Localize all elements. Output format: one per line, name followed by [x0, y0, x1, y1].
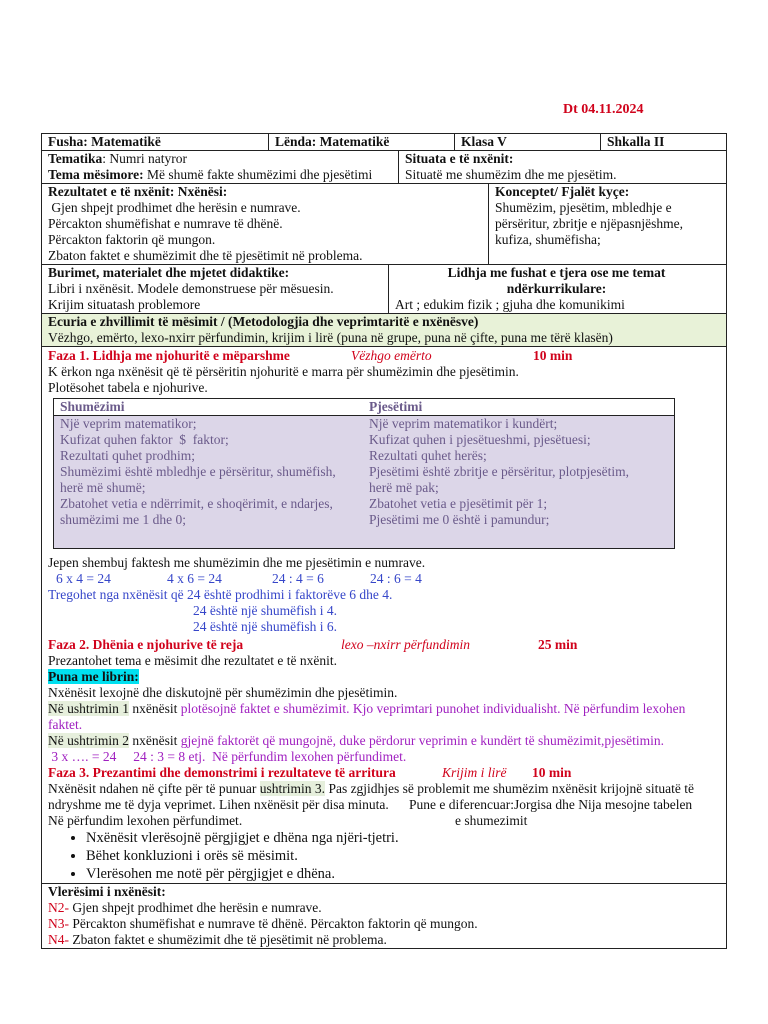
- lidhja-cell: [388, 265, 724, 313]
- burimet-line: Krijim situatash problemore: [48, 297, 201, 312]
- header-row: [42, 134, 726, 151]
- vleresimi-item: [48, 916, 718, 932]
- ushtrimi2-text: gjejnë faktorët që mungojnë, duke përdorur veprimin e kundërt të shumëzimit,pjesëtimin.: [180, 733, 664, 748]
- vleresimi-cell: [42, 884, 724, 948]
- faza3-text: Nxënësit ndahen në çifte për të punuar: [48, 781, 260, 796]
- shkalla-cell: Shkalla II: [600, 134, 724, 150]
- situata-label: Situata e të nxënit:: [405, 151, 514, 166]
- lenda-cell: Lënda: Matematikë: [268, 134, 454, 150]
- examples-intro: Jepen shembuj faktesh me shumëzimin dhe me pjesëtimin e numrave.: [48, 555, 426, 570]
- faza3-bullets: [48, 829, 718, 883]
- rezultatet-item: Përcakton faktorin që mungon.: [48, 232, 216, 247]
- examples-show: Tregohet nga nxënësit që 24 është prodhimi i faktorëve 6 dhe 4.: [48, 587, 393, 602]
- level-text: Përcakton shumëfishat e numrave të dhënë. Përcakton faktorin që mungon.: [69, 916, 478, 931]
- ushtrimi1-paragraph: [48, 701, 718, 733]
- faza2-time: 25 min: [538, 637, 578, 652]
- list-item: • Bëhet konkluzioni i orës së mësimit.: [86, 847, 718, 865]
- ushtrimi2-mid: nxënësit: [129, 733, 181, 748]
- level-text: Zbaton faktet e shumëzimit dhe të pjesëtimit në problema.: [69, 932, 387, 947]
- faza3-title: Faza 3. Prezantimi dhe demonstrimi i rezultateve të arritura: [48, 765, 396, 780]
- col-shumezimi: Shumëzimi: [60, 399, 125, 414]
- rezultatet-cell: [42, 184, 488, 264]
- ushtrimi3-label: ushtrimin 3.: [259, 781, 326, 796]
- table-cell: Kufizat quhen i pjesëtueshmi, pjesëtuesi;: [369, 432, 591, 447]
- fusha-cell: Fusha: Matematikë: [48, 134, 161, 149]
- table-cell: Shumëzimi është mbledhje e përsëritur, shumëfish,: [60, 464, 336, 479]
- tema-value: Më shumë fakte shumëzimi dhe pjesëtimi: [143, 167, 373, 182]
- example-fact: 24 : 6 = 4: [370, 571, 422, 586]
- ecuria-cell: [42, 314, 724, 346]
- table-cell: shumëzimi me 1 dhe 0;: [60, 512, 186, 527]
- tematika-label: Tematika: [48, 151, 103, 166]
- konceptet-line: Shumëzim, pjesëtim, mbledhje e: [495, 200, 672, 215]
- konceptet-line: kufiza, shumëfisha;: [495, 232, 601, 247]
- lesson-plan-table: [41, 133, 727, 949]
- situata-cell: [398, 151, 724, 183]
- lidhja-value: Art ; edukim fizik ; gjuha dhe komunikimi: [395, 297, 625, 312]
- table-cell: Kufizat quhen faktor $ faktor;: [60, 432, 229, 447]
- example-fact: 24 : 4 = 6: [272, 571, 324, 586]
- faza2-method: lexo –nxirr përfundimin: [341, 637, 470, 652]
- example-fact: 6 x 4 = 24: [56, 571, 111, 586]
- rezultatet-item: Përcakton shumëfishat e numrave të dhënë.: [48, 216, 283, 231]
- table-cell: herë më pak;: [369, 480, 439, 495]
- faza2-title: Faza 2. Dhënia e njohurive të reja: [48, 637, 244, 652]
- faza1-time: 10 min: [533, 348, 573, 363]
- ushtrimi1-label: Në ushtrimin 1: [48, 701, 129, 716]
- faza3-line-row: [48, 813, 718, 829]
- puna-me-librin: Puna me librin:: [48, 669, 139, 684]
- tematika-row: [42, 151, 726, 184]
- table-cell: Pjesëtimi me 0 është i pamundur;: [369, 512, 550, 527]
- vleresimi-row: [42, 884, 726, 948]
- faza1-title: Faza 1. Lidhja me njohuritë e mëparshme: [48, 348, 290, 363]
- level-text: Gjen shpejt prodhimet dhe herësin e numrave.: [69, 900, 322, 915]
- faza2-heading: [48, 637, 718, 653]
- shumezimi-column: [54, 416, 363, 528]
- knowledge-table: [53, 398, 675, 549]
- faza1-method: Vëzhgo emërto: [351, 348, 432, 363]
- level-badge: N3-: [48, 916, 69, 931]
- faza3-line: Në përfundim lexohen përfundimet.: [48, 813, 243, 828]
- lesson-date: Dt 04.11.2024: [563, 102, 644, 117]
- tematika-value: : Numri natyror: [102, 151, 187, 166]
- faza3-paragraph: [48, 781, 718, 797]
- table-cell: Pjesëtimi është zbritje e përsëritur, plotpjesëtim,: [369, 464, 630, 479]
- faza2-line: Nxënësit lexojnë dhe diskutojnë për shumëzimin dhe pjesëtimin.: [48, 685, 398, 700]
- ecuria-label: Ecuria e zhvillimit të mësimit / (Metodologjia dhe veprimtaritë e nxënësve): [48, 314, 479, 329]
- table-cell: Një veprim matematikor i kundërt;: [369, 416, 558, 431]
- ecuria-row: [42, 314, 726, 347]
- example-fact: 4 x 6 = 24: [167, 571, 222, 586]
- table-cell: Zbatohet vetia e pjesëtimit për 1;: [369, 496, 548, 511]
- rezultatet-label: Rezultatet e të nxënit: Nxënësi:: [48, 184, 228, 199]
- ecuria-value: Vëzhgo, emërto, lexo-nxirr përfundimin, krijim i lirë (puna në grupe, puna në çifte, puna me tërë klasën): [48, 330, 613, 345]
- vleresimi-item: [48, 900, 718, 916]
- faza1-heading: [48, 348, 718, 364]
- ushtrimi2-paragraph: [48, 733, 718, 749]
- ushtrimi1-text: plotësojnë faktet e shumëzimit. Kjo veprimtari punohet individualisht. Në përfundim lexohen faktet.: [48, 701, 686, 732]
- burimet-row: [42, 265, 726, 314]
- tematika-cell: [42, 151, 398, 183]
- examples-multiple: 24 është një shumëfish i 6.: [193, 619, 337, 634]
- faza3-line-right: e shumezimit: [455, 813, 528, 828]
- knowledge-table-header: [54, 399, 674, 416]
- level-badge: N2-: [48, 900, 69, 915]
- table-cell: Rezultati quhet prodhim;: [60, 448, 195, 463]
- faza3-heading: [48, 765, 718, 781]
- rezultatet-row: [42, 184, 726, 265]
- examples-multiple: 24 është një shumëfish i 4.: [193, 603, 337, 618]
- level-badge: N4-: [48, 932, 69, 947]
- konceptet-line: përsëritur, zbritje e njëpasnjëshme,: [495, 216, 684, 231]
- table-cell: herë më shumë;: [60, 480, 146, 495]
- table-cell: Rezultati quhet herës;: [369, 448, 487, 463]
- list-item: • Vlerësohen me notë për përgjigjet e dhëna.: [86, 865, 718, 883]
- burimet-cell: [42, 265, 388, 313]
- rezultatet-item: Gjen shpejt prodhimet dhe herësin e numrave.: [48, 200, 301, 215]
- ushtrimi1-mid: nxënësit: [129, 701, 181, 716]
- rezultatet-item: Zbaton faktet e shumëzimit dhe të pjesëtimit në problema.: [48, 248, 363, 263]
- examples-row: [48, 571, 718, 587]
- burimet-label: Burimet, materialet dhe mjetet didaktike:: [48, 265, 290, 280]
- vleresimi-item: [48, 932, 718, 948]
- faza1-line: Plotësohet tabela e njohurive.: [48, 380, 208, 395]
- main-body-cell: [42, 347, 724, 883]
- lidhja-label: Lidhja me fushat e tjera ose me temat: [447, 265, 666, 280]
- faza3-line: ndryshme me të dyja veprimet. Lihen nxënësit për disa minuta. Pune e diferencuar:Jorgisa dhe Nija mesojne tabelen: [48, 797, 693, 812]
- konceptet-label: Konceptet/ Fjalët kyçe:: [495, 184, 630, 199]
- faza3-method: Krijim i lirë: [442, 765, 507, 780]
- ushtrimi2-example: 3 x …. = 24 24 : 3 = 8 etj. Në përfundim lexohen përfundimet.: [48, 749, 407, 764]
- vleresimi-label: Vlerësimi i nxënësit:: [48, 884, 166, 899]
- tema-label: Tema mësimore:: [48, 167, 144, 182]
- ushtrimi2-label: Në ushtrimin 2: [48, 733, 129, 748]
- main-body-row: [42, 347, 726, 884]
- klasa-cell: Klasa V: [454, 134, 600, 150]
- lidhja-label-2: ndërkurrikulare:: [506, 281, 607, 296]
- faza3-time: 10 min: [532, 765, 572, 780]
- situata-value: Situatë me shumëzim dhe me pjesëtim.: [405, 167, 617, 182]
- faza2-line: Prezantohet tema e mësimit dhe rezultatet e të nxënit.: [48, 653, 338, 668]
- list-item: • Nxënësit vlerësojnë përgjigjet e dhëna nga njëri-tjetri.: [86, 829, 718, 847]
- col-pjesetimi: Pjesëtimi: [369, 399, 423, 414]
- faza1-line: K ërkon nga nxënësit që të përsëritin njohuritë e marra për shumëzimin dhe pjesëtimin.: [48, 364, 519, 379]
- pjesetimi-column: [363, 416, 672, 528]
- burimet-line: Libri i nxënësit. Modele demonstruese për mësuesin.: [48, 281, 334, 296]
- knowledge-table-body: [54, 416, 674, 548]
- konceptet-cell: [488, 184, 724, 264]
- table-cell: Një veprim matematikor;: [60, 416, 197, 431]
- faza3-text: Pas zgjidhjes së problemit me shumëzim nxënësit krijojnë situatë të: [325, 781, 694, 796]
- table-cell: Zbatohet vetia e ndërrimit, e shoqërimit, e ndarjes,: [60, 496, 333, 511]
